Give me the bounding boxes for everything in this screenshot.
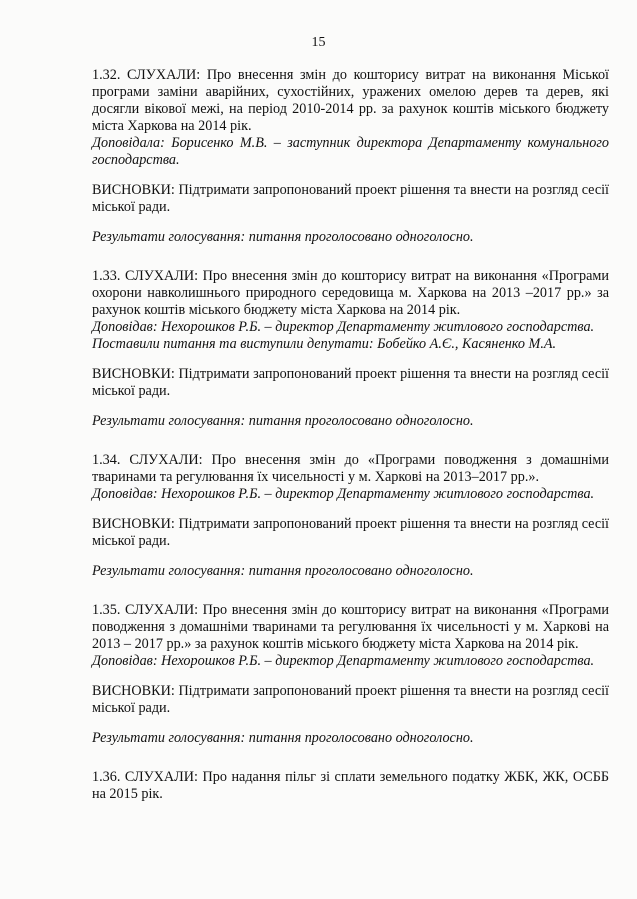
item-conclusion: ВИСНОВКИ: Підтримати запропонований проект рішення та внести на розгляд сесії міської ради. (92, 182, 609, 215)
item-result: Результати голосування: питання проголосовано одноголосно. (92, 413, 474, 429)
agenda-item-1-33 (92, 268, 609, 430)
item-result: Результати голосування: питання проголосовано одноголосно. (92, 563, 474, 579)
agenda-item-1-34 (92, 452, 609, 580)
item-speaker: Доповідав: Нехорошков Р.Б. – директор Департаменту житлового господарства. (92, 653, 595, 669)
item-result: Результати голосування: питання проголосовано одноголосно. (92, 730, 474, 746)
agenda-item-1-32 (92, 67, 609, 246)
item-speaker: Доповідав: Нехорошков Р.Б. – директор Департаменту житлового господарства. (92, 319, 595, 335)
item-conclusion: ВИСНОВКИ: Підтримати запропонований проект рішення та внести на розгляд сесії міської ради. (92, 516, 609, 549)
item-result: Результати голосування: питання проголосовано одноголосно. (92, 229, 474, 245)
item-speaker: Доповідав: Нехорошков Р.Б. – директор Департаменту житлового господарства. (92, 486, 595, 502)
item-questions: Поставили питання та виступили депутати: Бобейко А.Є., Касяненко М.А. (92, 336, 557, 352)
item-heading: 1.33. СЛУХАЛИ: Про внесення змін до кошторису витрат на виконання «Програми охорони навколишнього природного середовища м. Харкова на 2013 –2017 рр.» за рахунок коштів міського бюджету міста Харкова на 2014 рік. (92, 268, 609, 318)
item-heading: 1.35. СЛУХАЛИ: Про внесення змін до кошторису витрат на виконання «Програми поводження з домашніми тваринами та регулювання їх чисельності у м. Харкові на 2013 – 2017 рр.» за рахунок коштів міського бюджету міста Харкова на 2014 рік. (92, 602, 609, 652)
item-conclusion: ВИСНОВКИ: Підтримати запропонований проект рішення та внести на розгляд сесії міської ради. (92, 683, 609, 716)
item-conclusion: ВИСНОВКИ: Підтримати запропонований проект рішення та внести на розгляд сесії міської ради. (92, 366, 609, 399)
agenda-item-1-35 (92, 602, 609, 747)
item-heading: 1.36. СЛУХАЛИ: Про надання пільг зі сплати земельного податку ЖБК, ЖК, ОСББ на 2015 рік. (92, 769, 609, 802)
item-speaker: Доповідала: Борисенко М.В. – заступник директора Департаменту комунального господарства. (92, 135, 609, 168)
minutes-content (92, 67, 609, 803)
item-heading: 1.34. СЛУХАЛИ: Про внесення змін до «Програми поводження з домашніми тваринами та регулювання їх чисельності у м. Харкові на 2013–2017 рр.». (92, 452, 609, 485)
page-number: 15 (311, 35, 326, 50)
item-heading: 1.32. СЛУХАЛИ: Про внесення змін до кошторису витрат на виконання Міської програми заміни аварійних, сухостійних, уражених омелою дерев та дерев, які досягли вікової межі, на період 2010-2014 рр. за рахунок коштів міського бюджету міста Харкова на 2014 рік. (92, 67, 609, 134)
agenda-item-1-36 (92, 769, 609, 803)
